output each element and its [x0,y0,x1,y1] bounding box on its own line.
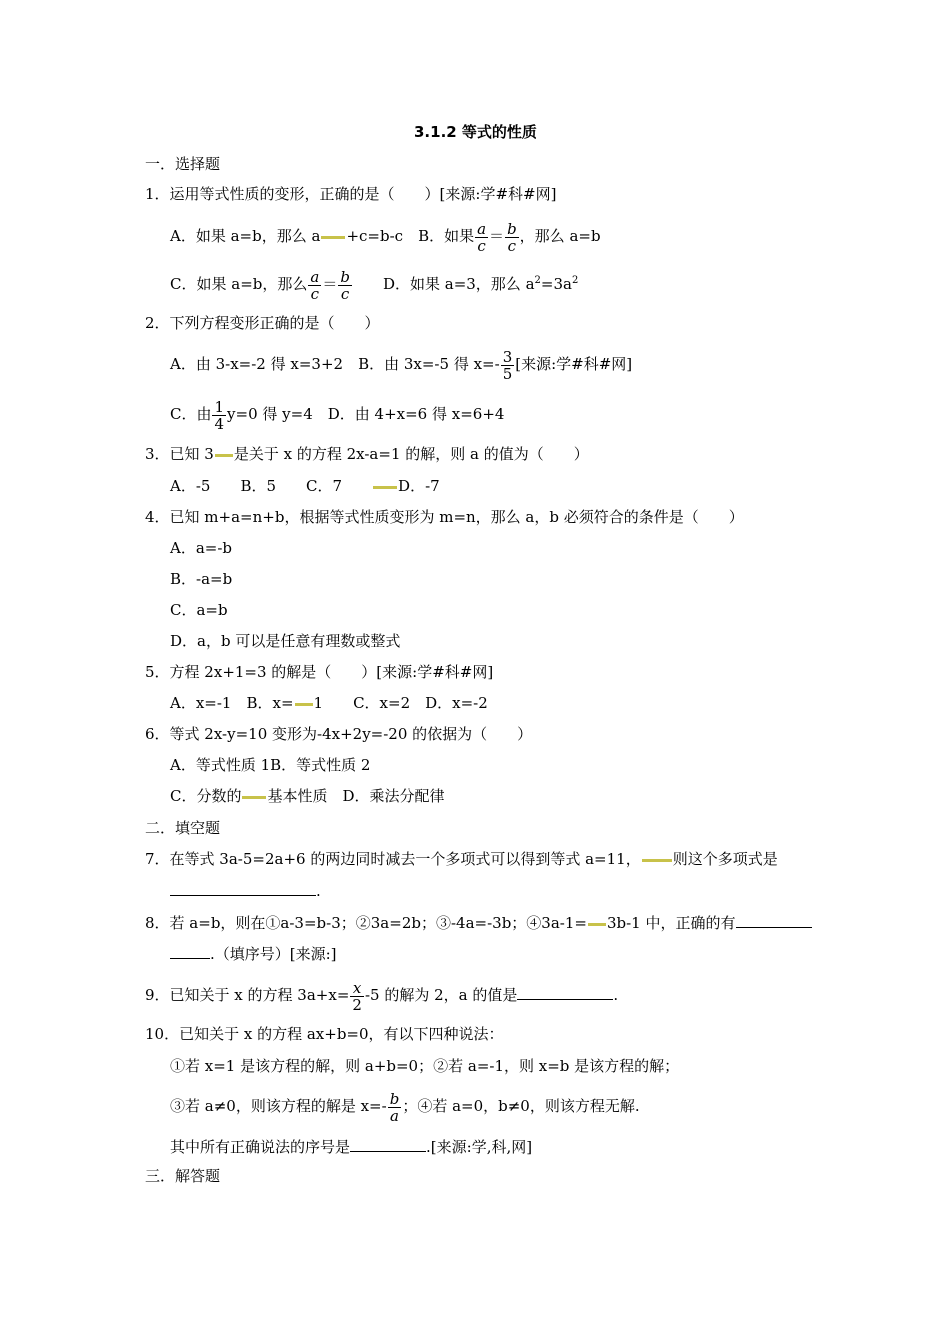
question-1-options-ab [170,218,601,254]
highlight-mark [642,859,672,862]
question-7-answer-line [170,880,321,901]
q6-options-cd-pre: C．分数的 [170,787,242,805]
question-7-stem [145,849,778,869]
q9-pre: 9．已知关于 x 的方程 3a+x= [145,986,350,1004]
question-6-options-cd [170,786,445,806]
q2-option-c-pre: C．由 [170,405,212,423]
fraction: $\frac{1}{4}$ [214,397,225,433]
q8-stem-pre: 8．若 a=b，则在①a-3=b-3；②3a=2b；③-4a=-3b；④3a-1= [145,914,587,932]
fraction: $\frac{b}{c}$ [340,267,350,303]
q8-end: .（填序号）[来源:] [210,945,337,963]
highlight-mark [242,796,266,799]
question-4-option-b: B．-a=b [170,570,233,588]
fraction: $\frac{x}{2}$ [352,978,362,1014]
question-2-options-ab [170,346,632,382]
question-4-option-a: A．a=-b [170,539,233,557]
q5-options-post: 1 C．x=2 D．x=-2 [313,694,488,712]
question-1-stem: 1．运用等式性质的变形，正确的是（ ）[来源:学#科#网] [145,185,557,203]
q2-options-ab-pre: A．由 3-x=-2 得 x=3+2 B．由 3x=-5 得 x=- [170,355,500,373]
question-3-stem [145,444,589,464]
question-10-line-2 [170,1088,640,1124]
question-5-stem: 5．方程 2x+1=3 的解是（ ）[来源:学#科#网] [145,663,494,681]
q1-option-d-mid: =3a [540,275,572,293]
q10-line3-pre: 其中所有正确说法的序号是 [170,1138,351,1156]
question-3-options [170,476,440,496]
q1-option-b-post: ，那么 a=b [519,227,601,245]
answer-blank[interactable] [170,943,210,959]
section-heading-fill: 二．填空题 [145,819,221,837]
highlight-mark [373,486,397,489]
equals-sign: ＝ [489,227,505,245]
q7-end: . [316,882,321,900]
highlight-mark [295,703,313,706]
q2-options-cd-post: y=0 得 y=4 D．由 4+x=6 得 x=6+4 [227,405,505,423]
q8-stem-post: 3b-1 中，正确的有 [606,914,736,932]
q5-options-pre: A．x=-1 B．x= [170,694,294,712]
question-10-stem: 10．已知关于 x 的方程 ax+b=0，有以下四种说法： [145,1025,504,1043]
question-9 [145,977,618,1013]
q3-options-post: D．-7 [398,477,440,495]
question-8-answer-line [170,943,337,964]
q1-option-a-pre: A．如果 a=b，那么 a [170,227,321,245]
question-10-line-1: ①若 x=1 是该方程的解，则 a+b=0；②若 a=-1，则 x=b 是该方程的解； [170,1057,680,1075]
question-6-options-ab: A．等式性质 1B．等式性质 2 [170,756,371,774]
fraction: $\frac{a}{c}$ [310,267,320,303]
question-2-stem: 2．下列方程变形正确的是（ ） [145,314,380,332]
q3-options-pre: A．-5 B．5 C．7 [170,477,373,495]
q1-option-d-pre: D．如果 a=3，那么 a [382,275,535,293]
question-8-stem [145,912,812,933]
superscript: 2 [534,275,541,286]
q6-options-cd-post: 基本性质 D．乘法分配律 [267,787,445,805]
highlight-mark [588,923,606,926]
section-heading-answer: 三．解答题 [145,1167,221,1185]
question-1-options-cd [170,266,578,302]
superscript: 2 [571,275,579,286]
q7-stem-post: 则这个多项式是 [672,850,778,868]
q7-stem-pre: 7．在等式 3a-5=2a+6 的两边同时减去一个多项式可以得到等式 a=11， [145,850,641,868]
question-4-option-d: D．a，b 可以是任意有理数或整式 [170,632,401,650]
fraction: $\frac{b}{c}$ [507,219,517,255]
q9-end: . [613,986,619,1004]
answer-blank[interactable] [170,880,316,896]
highlight-mark [321,236,345,239]
fraction: $\frac{b}{a}$ [389,1089,400,1125]
question-2-options-cd [170,396,504,432]
highlight-mark [215,454,233,457]
question-4-stem: 4．已知 m+a=n+b，根据等式性质变形为 m=n，那么 a，b 必须符合的条件是（ ） [145,508,744,526]
question-6-stem: 6．等式 2x-y=10 变形为-4x+2y=-20 的依据为（ ） [145,725,533,743]
section-heading-choice: 一．选择题 [145,155,221,173]
fraction: $\frac{3}{5}$ [502,347,513,383]
question-10-line-3 [170,1136,532,1157]
q10-line2-post: ；④若 a=0，b≠0，则该方程无解. [402,1097,640,1115]
page-title: 3.1.2 等式的性质 [414,123,537,141]
answer-blank[interactable] [736,912,812,928]
q1-option-b-pre: B．如果 [418,227,475,245]
answer-blank[interactable] [350,1136,426,1152]
q1-option-a-post: +c=b-c [346,227,404,245]
answer-blank[interactable] [517,984,613,1000]
q10-line2-pre: ③若 a≠0，则该方程的解是 x=- [170,1097,387,1115]
q3-stem-pre: 3．已知 3 [145,445,214,463]
q9-post: -5 的解为 2，a 的值是 [364,986,518,1004]
fraction: $\frac{a}{c}$ [477,219,487,255]
question-4-option-c: C．a=b [170,601,228,619]
source-tag: [来源:学#科#网] [515,355,633,373]
equals-sign: ＝ [322,275,338,293]
q3-stem-post: 是关于 x 的方程 2x-a=1 的解，则 a 的值为（ ） [233,445,589,463]
question-5-options [170,693,488,713]
q1-option-c-pre: C．如果 a=b，那么 [170,275,308,293]
q10-line3-post: .[来源:学,科,网] [426,1138,533,1156]
